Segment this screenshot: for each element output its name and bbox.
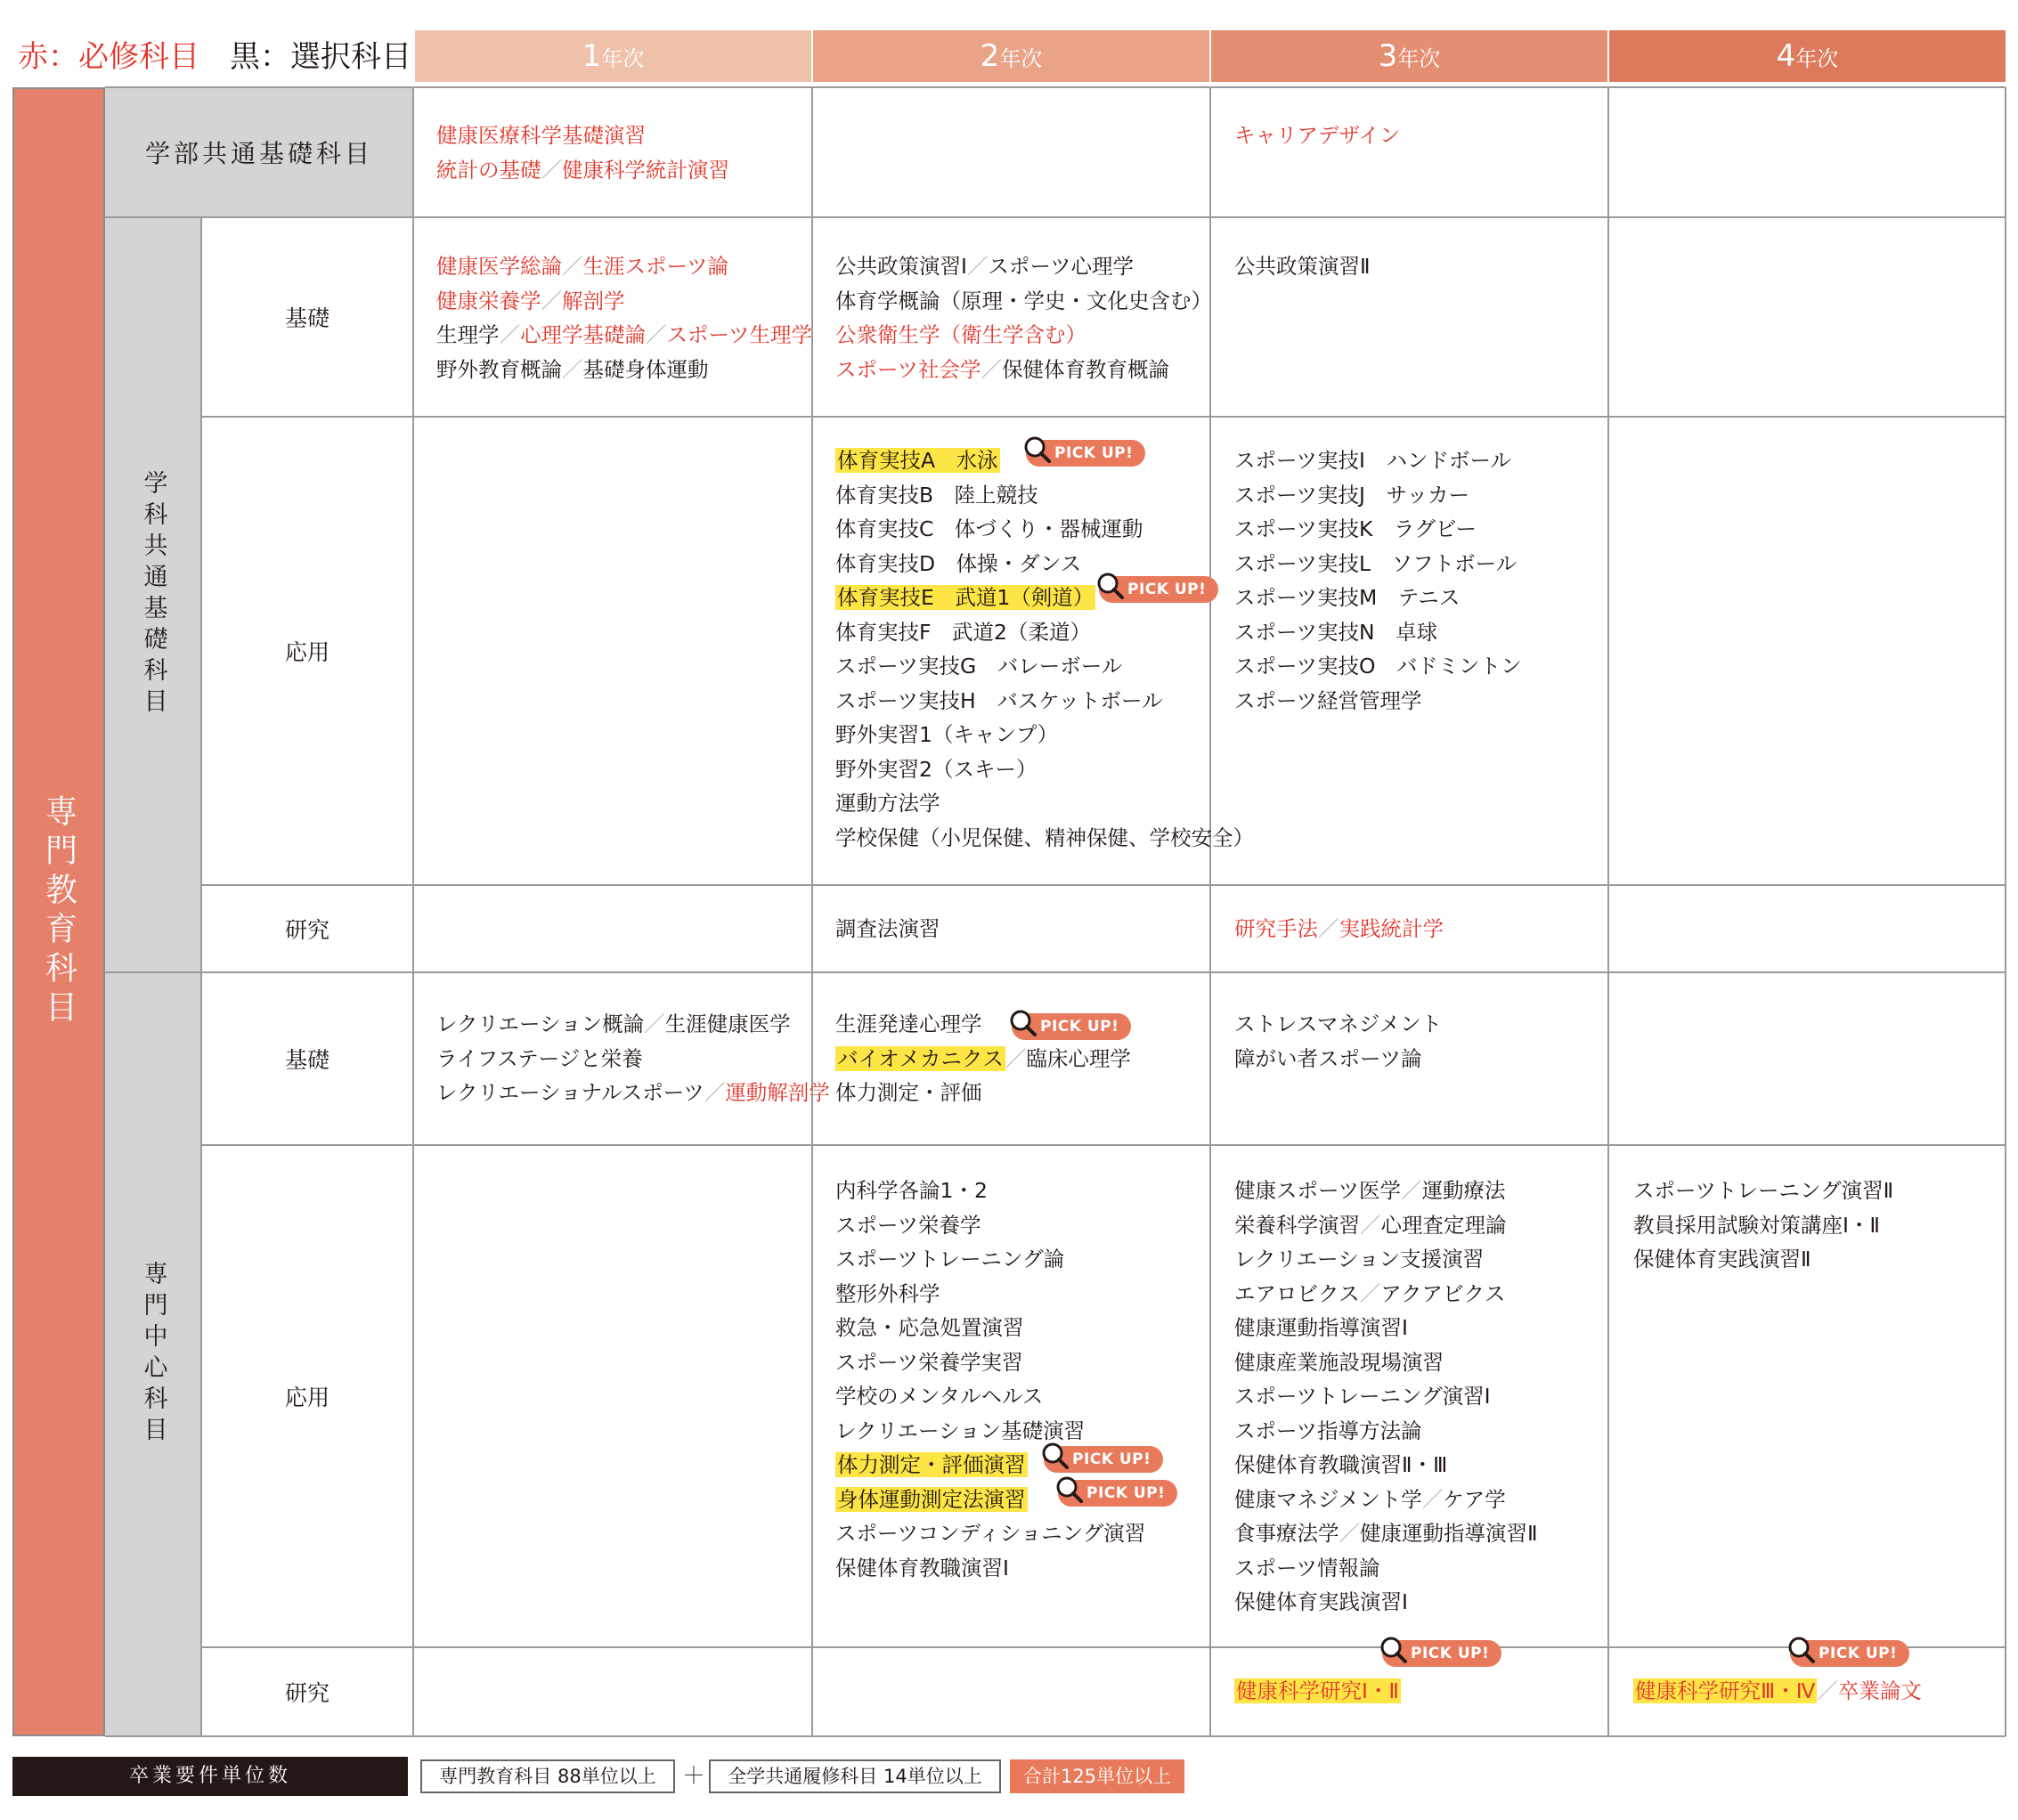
course-line <box>1234 1174 1538 1208</box>
pickup-label: PICK UP! <box>1054 444 1134 462</box>
magnifier-icon <box>1022 435 1053 465</box>
course-name: 公共政策演習Ⅱ <box>1234 254 1371 279</box>
course-name: 障がい者スポーツ論 <box>1234 1045 1422 1071</box>
course-name: 健康科学研究Ⅰ・Ⅱ <box>1236 1678 1399 1703</box>
course-line <box>1234 512 1522 547</box>
course-name: 実践統計学 <box>1339 916 1444 941</box>
course-line <box>1234 1585 1538 1620</box>
course-line <box>835 786 1254 821</box>
grid-line <box>105 86 2006 88</box>
requirement-total-credits: 合計125単位以上 <box>1010 1759 1184 1793</box>
pickup-label: PICK UP! <box>1127 581 1207 598</box>
separator: ／ <box>541 157 562 183</box>
course-name: スポーツ実技L ソフトボール <box>1234 550 1518 576</box>
course-name: 基礎身体運動 <box>582 356 709 382</box>
course-line <box>1234 1042 1442 1077</box>
course-cell-dept-applied-y2 <box>835 443 1254 855</box>
course-name: 生涯スポーツ論 <box>582 254 729 279</box>
course-name: キャリアデザイン <box>1234 123 1401 148</box>
course-cell-specialized-applied-y2 <box>835 1174 1145 1585</box>
course-line <box>1234 249 1371 284</box>
course-cell-dept-research-y2 <box>835 912 940 947</box>
course-line <box>835 1414 1145 1449</box>
course-name: スポーツ栄養学実習 <box>835 1349 1023 1375</box>
course-line <box>436 353 812 387</box>
level-basic-dept <box>201 217 413 417</box>
course-name: 体育実技C 体づくり・器械運動 <box>835 516 1143 541</box>
course-line <box>835 1311 1145 1345</box>
category-dept-common <box>105 217 201 972</box>
level-research-dept <box>201 885 413 972</box>
course-name: 保健体育教育概論 <box>1002 356 1170 382</box>
course-name: 整形外科学 <box>835 1280 940 1306</box>
course-cell-specialized-basic-y3 <box>1234 1007 1442 1076</box>
course-name: 研究手法 <box>1234 916 1318 941</box>
course-line <box>1234 1414 1538 1449</box>
separator: ／ <box>1360 1212 1381 1238</box>
category-faculty-common-label: 学部共通基礎科目 <box>144 139 373 168</box>
separator: ／ <box>1817 1678 1838 1703</box>
grid-line <box>1607 87 1609 1736</box>
grid-line <box>201 1646 2006 1648</box>
course-line <box>1234 547 1522 581</box>
course-name: 健康医療科学基礎演習 <box>436 123 646 148</box>
magnifier-icon <box>1040 1441 1070 1471</box>
course-line <box>436 249 812 284</box>
year-header-4 <box>1609 30 2006 82</box>
course-name: 健康医学総論 <box>436 254 562 279</box>
course-name: ストレスマネジメント <box>1234 1012 1443 1036</box>
separator: ／ <box>981 356 1003 382</box>
course-name: 体力測定・評価 <box>835 1080 982 1105</box>
year-header-num: 1 <box>582 38 602 74</box>
course-name: レクリエーショナルスポーツ <box>436 1080 704 1105</box>
course-line <box>835 1242 1145 1277</box>
magnifier-icon <box>1008 1008 1038 1038</box>
legend <box>18 36 411 78</box>
year-header-suffix: 年次 <box>1397 46 1441 71</box>
course-line <box>835 1076 1131 1110</box>
course-line <box>1234 1551 1538 1586</box>
grid-line <box>2005 87 2006 1736</box>
pickup-badge <box>1382 1640 1501 1667</box>
course-name: スポーツ経営管理学 <box>1234 687 1422 713</box>
pickup-badge <box>1044 1446 1163 1473</box>
course-line <box>835 1277 1145 1312</box>
pickup-label: PICK UP! <box>1072 1450 1151 1468</box>
course-line <box>1633 1674 1922 1709</box>
grid-line <box>105 1735 2006 1737</box>
course-name: 野外実習2（スキー） <box>835 756 1037 782</box>
category-specialized <box>105 972 201 1736</box>
course-name: 統計の基礎 <box>436 157 541 183</box>
level-research-specialized <box>201 1647 413 1736</box>
course-line <box>1234 1379 1538 1414</box>
course-name: 内科学各論1・2 <box>835 1178 988 1203</box>
separator: ／ <box>562 254 583 279</box>
course-name: 保健体育実践演習Ⅰ <box>1234 1589 1408 1614</box>
course-name: 運動方法学 <box>835 791 940 816</box>
separator: ／ <box>704 1080 726 1105</box>
pickup-badge <box>1026 440 1145 467</box>
course-cell-specialized-applied-y4 <box>1633 1174 1893 1277</box>
course-cell-dept-research-y3 <box>1234 912 1444 947</box>
level-label: 基礎 <box>284 1047 330 1073</box>
course-line <box>436 1076 830 1110</box>
course-name: スポーツコンディショニング演習 <box>835 1521 1146 1546</box>
course-name: 調査法演習 <box>835 916 940 941</box>
plus-sign: ＋ <box>682 1763 706 1790</box>
separator: ／ <box>1359 1280 1381 1306</box>
course-name: 体育実技A 水泳 <box>837 448 998 473</box>
course-name: 体育学概論（原理・学史・文化史含む） <box>835 288 1212 313</box>
course-line <box>1633 1174 1893 1208</box>
category-dept-common-label: 学科共通基礎科目 <box>139 470 167 719</box>
course-line <box>1234 443 1522 478</box>
course-name: スポーツ栄養学 <box>835 1212 981 1238</box>
course-line <box>1234 649 1522 684</box>
grid-line <box>201 884 2006 886</box>
graduation-requirements-label: 卒業要件単位数 <box>12 1757 408 1796</box>
separator: ／ <box>644 1012 665 1036</box>
requirement-general-credits: 全学共通履修科目 14単位以上 <box>709 1759 1001 1793</box>
course-line <box>835 912 940 947</box>
course-cell-specialized-basic-y1 <box>436 1007 830 1110</box>
course-line <box>1234 1311 1538 1345</box>
course-name: 野外実習1（キャンプ） <box>835 722 1059 747</box>
year-header-suffix: 年次 <box>601 46 645 71</box>
course-line <box>835 1345 1145 1380</box>
pickup-badge <box>1058 1480 1177 1507</box>
course-line <box>1234 684 1522 719</box>
magnifier-icon <box>1054 1475 1085 1505</box>
year-header-3 <box>1211 30 1607 82</box>
course-name: 身体運動測定法演習 <box>837 1486 1026 1512</box>
pickup-badge <box>1790 1640 1909 1667</box>
course-line <box>1234 118 1400 153</box>
separator: ／ <box>1339 1521 1360 1546</box>
course-name: 体育実技F 武道2（柔道） <box>835 619 1091 645</box>
requirement-specialized-credits: 専門教育科目 88単位以上 <box>420 1759 675 1793</box>
course-name: 教員採用試験対策講座Ⅰ・Ⅱ <box>1633 1212 1880 1238</box>
course-line <box>835 649 1254 684</box>
course-name: レクリエーション支援演習 <box>1234 1247 1485 1272</box>
course-name: 体育実技E 武道1（剣道） <box>837 585 1094 610</box>
course-line <box>436 284 812 319</box>
separator: ／ <box>541 288 562 313</box>
course-name: 健康マネジメント学 <box>1234 1486 1422 1512</box>
course-name: 体育実技D 体操・ダンス <box>835 550 1082 576</box>
year-header-num: 3 <box>1378 38 1398 74</box>
course-name: 公衆衛生学（衛生学含む） <box>835 322 1086 347</box>
separator: ／ <box>1318 916 1339 941</box>
course-name: 救急・応急処置演習 <box>835 1315 1024 1340</box>
pickup-label: PICK UP! <box>1086 1484 1166 1502</box>
magnifier-icon <box>1786 1635 1817 1665</box>
level-applied-dept <box>201 417 413 885</box>
year-header-suffix: 年次 <box>1795 46 1839 71</box>
course-cell-specialized-research-y3 <box>1234 1674 1401 1709</box>
legend-required: 赤：必修科目 <box>18 39 199 75</box>
course-name: 健康運動指導演習Ⅱ <box>1360 1521 1538 1546</box>
magnifier-icon <box>1379 1635 1409 1665</box>
course-line <box>1633 1242 1893 1277</box>
year-header-2 <box>813 30 1209 82</box>
course-name: 公共政策演習Ⅰ <box>835 254 967 279</box>
course-line <box>1234 1483 1538 1517</box>
course-name: 生涯健康医学 <box>664 1012 791 1036</box>
course-line <box>436 118 729 153</box>
magnifier-icon <box>1095 571 1126 601</box>
course-name: スポーツ社会学 <box>835 356 981 382</box>
course-name: 学校保健（小児保健、精神保健、学校安全） <box>835 825 1254 850</box>
course-line <box>1234 581 1522 615</box>
course-name: ライフステージと栄養 <box>436 1045 643 1071</box>
course-name: 健康運動指導演習Ⅰ <box>1234 1315 1408 1340</box>
year-header-num: 4 <box>1776 38 1796 74</box>
grid-line <box>201 416 2006 418</box>
separator: ／ <box>1401 1178 1422 1203</box>
level-label: 応用 <box>284 639 330 665</box>
level-label: 研究 <box>284 1680 330 1706</box>
separator: ／ <box>1005 1045 1027 1071</box>
course-line <box>1234 1448 1538 1483</box>
course-name: 体育実技B 陸上競技 <box>835 482 1038 508</box>
course-line <box>835 1551 1145 1586</box>
course-line <box>1234 912 1444 947</box>
course-name: スポーツ心理学 <box>988 254 1134 279</box>
course-line <box>835 478 1254 513</box>
pickup-label: PICK UP! <box>1411 1645 1490 1662</box>
separator: ／ <box>499 322 520 347</box>
course-line <box>835 1042 1131 1077</box>
separator: ／ <box>562 356 583 382</box>
course-name: バイオメカニクス <box>837 1045 1004 1071</box>
category-main-label: 専門教育科目 <box>40 794 77 1029</box>
course-line <box>1234 1007 1442 1042</box>
level-label: 基礎 <box>284 305 330 331</box>
course-name: 食事療法学 <box>1234 1521 1339 1546</box>
course-name: 健康栄養学 <box>436 288 541 313</box>
course-line <box>1234 1277 1538 1312</box>
course-name: スポーツトレーニング演習Ⅱ <box>1633 1178 1894 1203</box>
category-main <box>12 87 105 1736</box>
separator: ／ <box>1421 1486 1444 1512</box>
course-name: 健康科学統計演習 <box>562 157 729 183</box>
course-name: 体力測定・評価演習 <box>837 1452 1026 1477</box>
level-applied-specialized <box>201 1145 413 1647</box>
separator: ／ <box>966 254 989 279</box>
year-header-suffix: 年次 <box>999 46 1043 71</box>
course-name: スポーツ実技O バドミントン <box>1234 654 1522 678</box>
course-name: 生涯発達心理学 <box>835 1012 982 1036</box>
course-line <box>835 718 1254 752</box>
course-line <box>835 684 1254 719</box>
course-line <box>1234 1242 1538 1277</box>
course-line <box>1234 1345 1538 1380</box>
course-cell-faculty-common-y3 <box>1234 118 1400 153</box>
level-basic-specialized <box>201 972 413 1145</box>
course-cell-dept-basic-y2 <box>835 249 1212 386</box>
course-line <box>835 353 1212 387</box>
course-name: 野外教育概論 <box>436 356 562 382</box>
level-label: 応用 <box>284 1385 330 1410</box>
course-line <box>835 318 1212 353</box>
course-name: 運動解剖学 <box>725 1080 830 1105</box>
grid-line <box>412 87 414 1736</box>
category-specialized-label: 専門中心科目 <box>139 1261 167 1448</box>
year-header-num: 2 <box>980 38 1000 74</box>
course-name: エアロビクス <box>1234 1280 1360 1306</box>
grid-line <box>105 971 2006 973</box>
course-line <box>1234 615 1522 650</box>
pickup-label: PICK UP! <box>1819 1645 1898 1662</box>
course-line <box>835 512 1254 547</box>
course-name: 学校のメンタルヘルス <box>835 1384 1044 1409</box>
course-line <box>835 1208 1145 1243</box>
course-name: 栄養科学演習 <box>1234 1212 1360 1238</box>
course-name: 保健体育教職演習Ⅱ・Ⅲ <box>1234 1452 1448 1477</box>
course-name: 心理査定理論 <box>1380 1212 1507 1238</box>
course-name: スポーツ生理学 <box>666 322 813 347</box>
course-line <box>1234 1208 1538 1243</box>
grid-line <box>200 217 202 1736</box>
year-header-1 <box>415 30 811 82</box>
course-name: スポーツ情報論 <box>1234 1555 1380 1580</box>
course-name: 卒業論文 <box>1837 1678 1922 1703</box>
course-cell-dept-applied-y3 <box>1234 443 1522 718</box>
course-name: 解剖学 <box>562 288 625 313</box>
legend-elective: 黒：選択科目 <box>230 39 411 75</box>
course-line <box>436 1042 830 1077</box>
course-line <box>835 615 1254 650</box>
course-name: スポーツ指導方法論 <box>1234 1418 1422 1443</box>
separator: ／ <box>646 322 667 347</box>
course-line <box>835 284 1212 319</box>
course-name: スポーツ実技N 卓球 <box>1234 619 1438 645</box>
pickup-badge <box>1099 576 1218 603</box>
course-name: 運動療法 <box>1421 1178 1506 1203</box>
course-line <box>835 752 1254 787</box>
course-name: レクリエーション概論 <box>436 1012 645 1036</box>
course-name: アクアビクス <box>1380 1280 1506 1306</box>
course-line <box>835 1516 1145 1551</box>
grid-line <box>201 1144 2006 1146</box>
course-name: スポーツ実技G バレーボール <box>835 654 1123 678</box>
course-name: スポーツ実技J サッカー <box>1234 482 1470 508</box>
course-name: 心理学基礎論 <box>520 322 646 347</box>
course-name: ケア学 <box>1443 1486 1506 1512</box>
course-line <box>835 821 1254 856</box>
course-name: スポーツトレーニング演習Ⅰ <box>1234 1384 1491 1409</box>
course-name: スポーツ実技K ラグビー <box>1234 516 1477 541</box>
course-line <box>835 249 1212 284</box>
course-name: スポーツ実技H バスケットボール <box>835 687 1163 713</box>
course-name: 保健体育教職演習Ⅰ <box>835 1555 1009 1580</box>
course-line <box>835 1379 1145 1414</box>
course-cell-dept-basic-y1 <box>436 249 812 386</box>
course-name: スポーツ実技I ハンドボール <box>1234 448 1512 473</box>
course-cell-specialized-applied-y3 <box>1234 1174 1538 1620</box>
course-name: 健康科学研究Ⅲ・Ⅳ <box>1635 1678 1816 1703</box>
course-name: スポーツ実技M テニス <box>1234 585 1461 610</box>
course-line <box>1234 1674 1401 1709</box>
pickup-badge <box>1012 1013 1131 1040</box>
course-line <box>436 153 729 188</box>
course-name: 生理学 <box>436 322 500 347</box>
course-name: 保健体育実践演習Ⅱ <box>1633 1247 1811 1272</box>
course-name: スポーツトレーニング論 <box>835 1247 1065 1272</box>
course-cell-specialized-research-y4 <box>1633 1674 1922 1709</box>
course-cell-faculty-common-y1 <box>436 118 729 187</box>
course-name: レクリエーション基礎演習 <box>835 1418 1086 1443</box>
course-line <box>1234 478 1522 513</box>
course-name: 健康スポーツ医学 <box>1234 1178 1402 1203</box>
pickup-label: PICK UP! <box>1040 1018 1119 1036</box>
level-label: 研究 <box>284 917 330 943</box>
course-line <box>436 1007 830 1042</box>
course-line <box>835 1174 1145 1208</box>
course-line <box>1234 1516 1538 1551</box>
category-faculty-common <box>105 87 413 217</box>
grid-line <box>105 216 2006 218</box>
course-line <box>1633 1208 1893 1243</box>
course-name: 臨床心理学 <box>1026 1045 1131 1071</box>
course-line <box>436 318 812 353</box>
course-name: 健康産業施設現場演習 <box>1234 1349 1444 1375</box>
course-cell-dept-basic-y3 <box>1234 249 1371 284</box>
